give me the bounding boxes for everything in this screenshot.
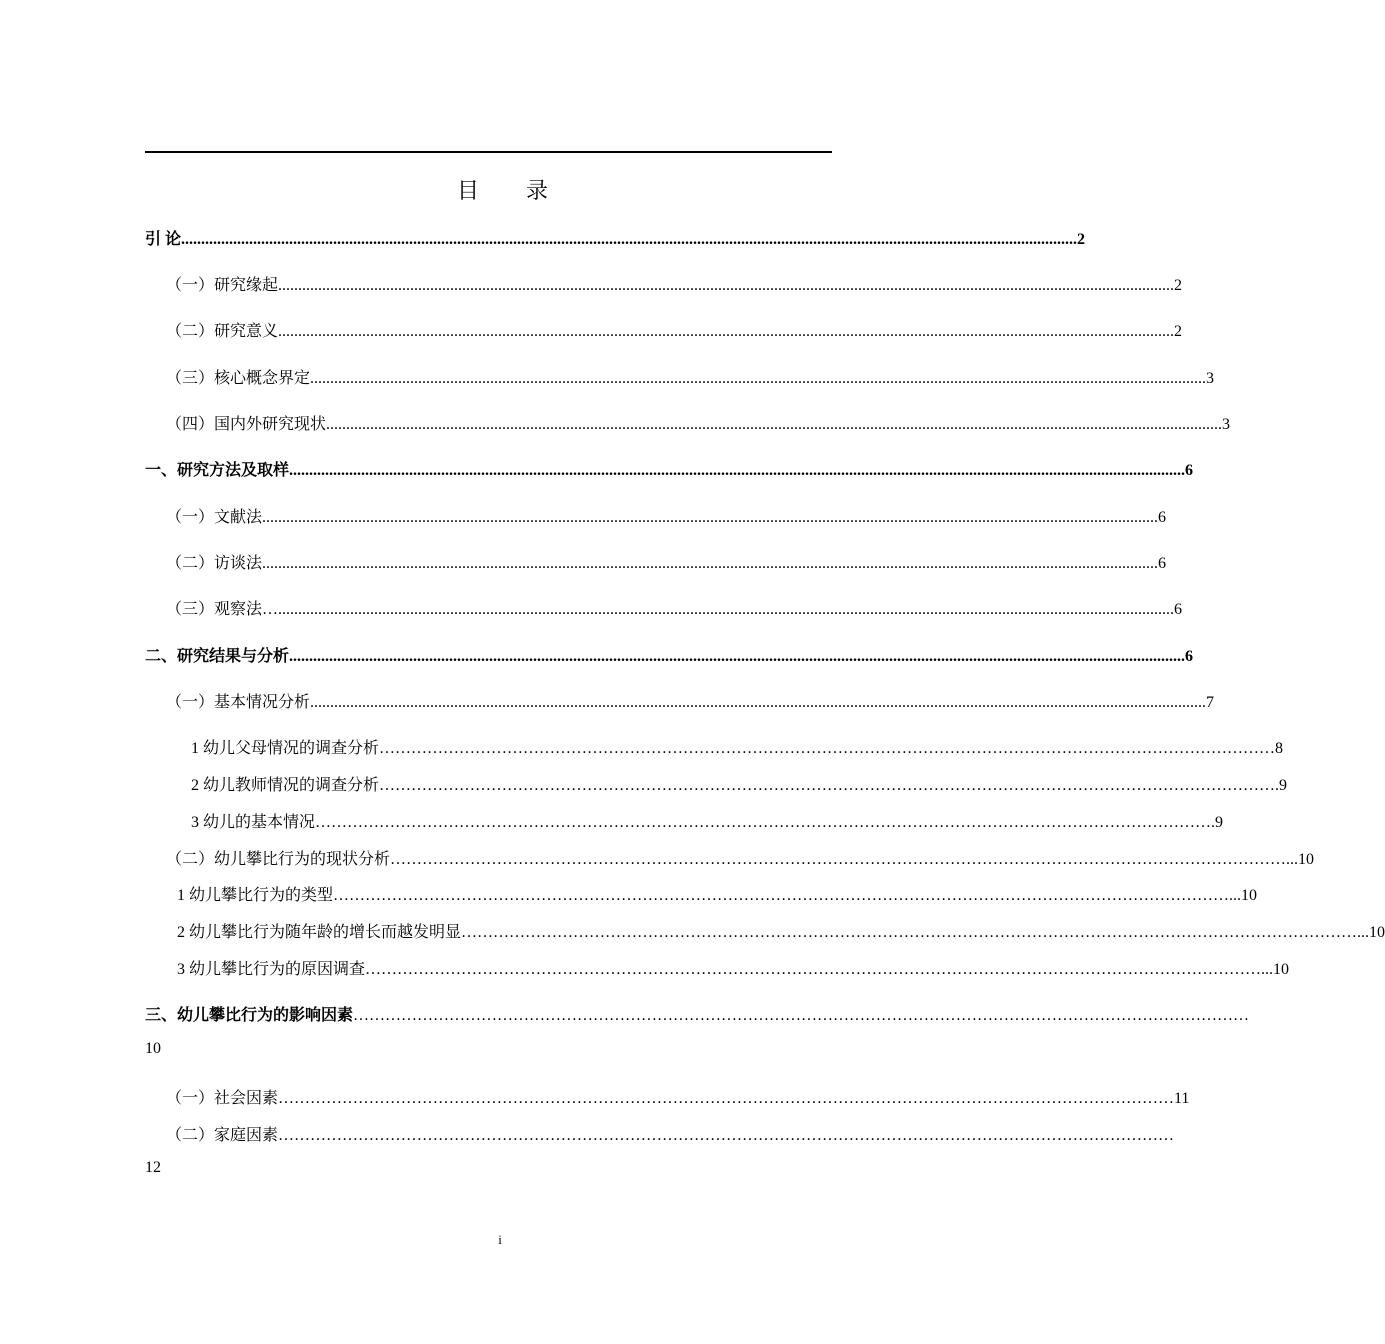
toc-entry[interactable]: （一）基本情况分析 ................................................................................................................................................................................................................................ 7 (166, 694, 1215, 711)
toc-entry[interactable]: 2 幼儿教师情况的调查分析 …………………………………………………………………………………………………………………………………………………… .9 (191, 777, 1288, 794)
toc-entry[interactable]: （二）访谈法 ................................................................................................................................................................................................................................ 6 (166, 555, 1167, 572)
toc-page-number: 10 (145, 1040, 161, 1057)
toc-page-number: 12 (145, 1159, 161, 1176)
toc-entry[interactable]: 1 幼儿攀比行为的类型 …………………………………………………………………………………………………………………………………………………… ...10 (177, 887, 1258, 904)
toc-entry[interactable]: 二、研究结果与分析 ................................................................................................................................................................................................................................ 6 (145, 648, 1194, 665)
toc-entry[interactable]: （一）社会因素 …………………………………………………………………………………………………………………………………………………… 11 (166, 1090, 1190, 1107)
toc-entry[interactable]: （二）幼儿攀比行为的现状分析 …………………………………………………………………………………………………………………………………………………… ...10 (166, 851, 1315, 868)
toc-entry[interactable]: 3 幼儿的基本情况 …………………………………………………………………………………………………………………………………………………… .9 (191, 814, 1224, 831)
page-footer-number: i (498, 1232, 502, 1247)
toc-entry[interactable]: （二）研究意义 ................................................................................................................................................................................................................................ 2 (166, 323, 1183, 340)
toc-entry[interactable]: 引 论 ................................................................................................................................................................................................................................ 2 (145, 231, 1086, 248)
toc-entry[interactable]: （三）核心概念界定 ................................................................................................................................................................................................................................ 3 (166, 370, 1215, 387)
toc-entry[interactable]: （二）家庭因素 …………………………………………………………………………………………………………………………………………………… (166, 1127, 1175, 1144)
toc-entry[interactable]: 一、研究方法及取样 ................................................................................................................................................................................................................................ 6 (145, 462, 1194, 479)
toc-entry[interactable]: （一）文献法 ................................................................................................................................................................................................................................ 6 (166, 509, 1167, 526)
toc-entry[interactable]: 1 幼儿父母情况的调查分析 …………………………………………………………………………………………………………………………………………………… 8 (191, 740, 1284, 757)
header-rule (145, 151, 832, 153)
toc-entry[interactable]: （三）观察法… ................................................................................................................................................................................................................................ 6 (166, 601, 1183, 618)
toc-entry[interactable]: 3 幼儿攀比行为的原因调查 …………………………………………………………………………………………………………………………………………………… ...10 (177, 961, 1290, 978)
toc-entry[interactable]: 三、幼儿攀比行为的影响因素 …………………………………………………………………………………………………………………………………………………… (145, 1007, 1250, 1024)
toc-entry[interactable]: （一）研究缘起 ................................................................................................................................................................................................................................ 2 (166, 277, 1183, 294)
toc-entry[interactable]: 2 幼儿攀比行为随年龄的增长而越发明显 …………………………………………………………………………………………………………………………………………………… ...10 (177, 924, 1385, 941)
toc-title: 目 录 (457, 179, 568, 204)
toc-entry[interactable]: （四）国内外研究现状 ................................................................................................................................................................................................................................ 3 (166, 416, 1231, 433)
